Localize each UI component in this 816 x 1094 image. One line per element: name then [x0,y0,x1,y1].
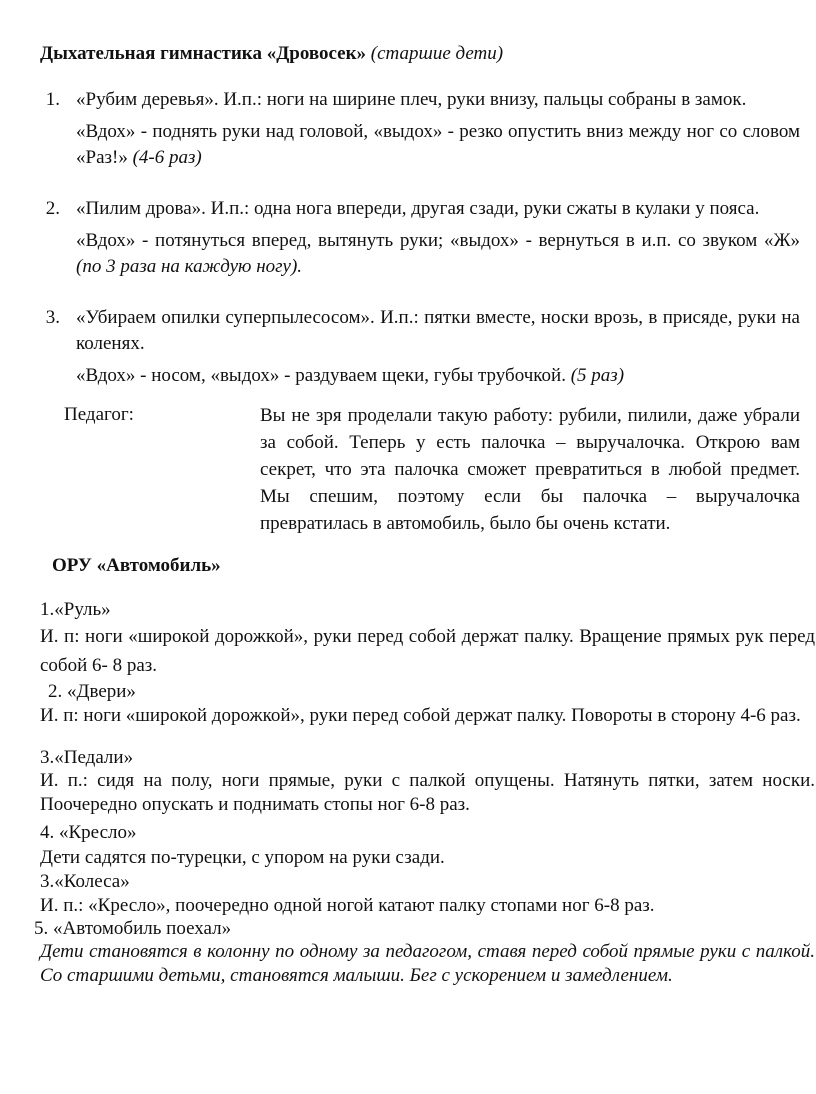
oru-item-5-title: 3.«Колеса» [40,871,130,892]
exercise-1-number: 1. [45,89,60,110]
oru-item-3-text: И. п.: сидя на полу, ноги прямые, руки с палкой опущены. Натянуть пятки, затем носки. Поочередно опускать и поднимать стопы ног 6-8 раз. [40,770,815,815]
exercise-1-action-text: «Вдох» - поднять руки над головой, «выдох» - резко опустить вниз между ног со словом «Раз!» [76,121,800,168]
exercise-1 [76,87,800,171]
exercise-2-action [76,228,800,280]
exercise-3-instruction: «Убираем опилки суперпылесосом». И.п.: пятки вместе, носки врозь, в присяде, руки на коленях. [76,307,800,354]
exercise-3 [76,305,800,389]
exercise-1-action [76,119,800,171]
exercise-2-reps: (по 3 раза на каждую ногу). [76,256,303,277]
oru-item-1-text: И. п: ноги «широкой дорожкой», руки перед собой держат палку. Вращение прямых рук перед собой 6- 8 раз. [40,626,815,676]
teacher-label: Педагог: [64,404,134,425]
oru-item-5-text: И. п.: «Кресло», поочередно одной ногой катают палку стопами ног 6-8 раз. [40,895,655,916]
oru-item-1-title: 1.«Руль» [40,599,111,620]
oru-item-2-title: 2. «Двери» [48,681,136,702]
exercise-3-action [76,363,800,389]
document-title [40,41,780,67]
title-bold: Дыхательная гимнастика «Дровосек» [40,43,367,64]
oru-item-2-text: И. п: ноги «широкой дорожкой», руки перед собой держат палку. Повороты в сторону 4-6 раз. [40,705,801,726]
exercise-2-number: 2. [45,198,60,219]
oru-item-4-text: Дети садятся по-турецки, с упором на руки сзади. [40,847,445,868]
oru-item-6-text: Дети становятся в колонну по одному за педагогом, ставя перед собой прямые руки с палкой. Со старшими детьми, становятся малыши. Бег с ускорением и замедлением. [40,941,815,986]
exercise-2 [76,196,800,280]
oru-item-4-title: 4. «Кресло» [40,822,137,843]
exercise-2-action-text: «Вдох» - потянуться вперед, вытянуть руки; «выдох» - вернуться в и.п. со звуком «Ж» [76,230,800,251]
exercise-2-instruction: «Пилим дрова». И.п.: одна нога впереди, другая сзади, руки сжаты в кулаки у пояса. [76,198,760,219]
oru-item-6-title: 5. «Автомобиль поехал» [34,918,232,939]
teacher-speech: Вы не зря проделали такую работу: рубили, пилили, даже убрали за собой. Теперь у есть палочка – выручалочка. Открою вам секрет, что эта палочка сможет превратиться в любой предмет. Мы спешим, поэтому если бы палочка – выручалочка превратилась в автомобиль, было бы очень кстати. [260,405,800,534]
exercise-1-reps: (4-6 раз) [132,147,202,168]
oru-title: ОРУ «Автомобиль» [52,555,221,576]
exercise-3-reps: (5 раз) [570,365,625,386]
oru-item-3-title: 3.«Педали» [40,747,134,768]
exercise-1-instruction: «Рубим деревья». И.п.: ноги на ширине плеч, руки внизу, пальцы собраны в замок. [76,89,747,110]
exercise-3-number: 3. [45,307,60,328]
title-italic: (старшие дети) [370,43,504,64]
exercise-3-action-text: «Вдох» - носом, «выдох» - раздуваем щеки, губы трубочкой. [76,365,566,386]
